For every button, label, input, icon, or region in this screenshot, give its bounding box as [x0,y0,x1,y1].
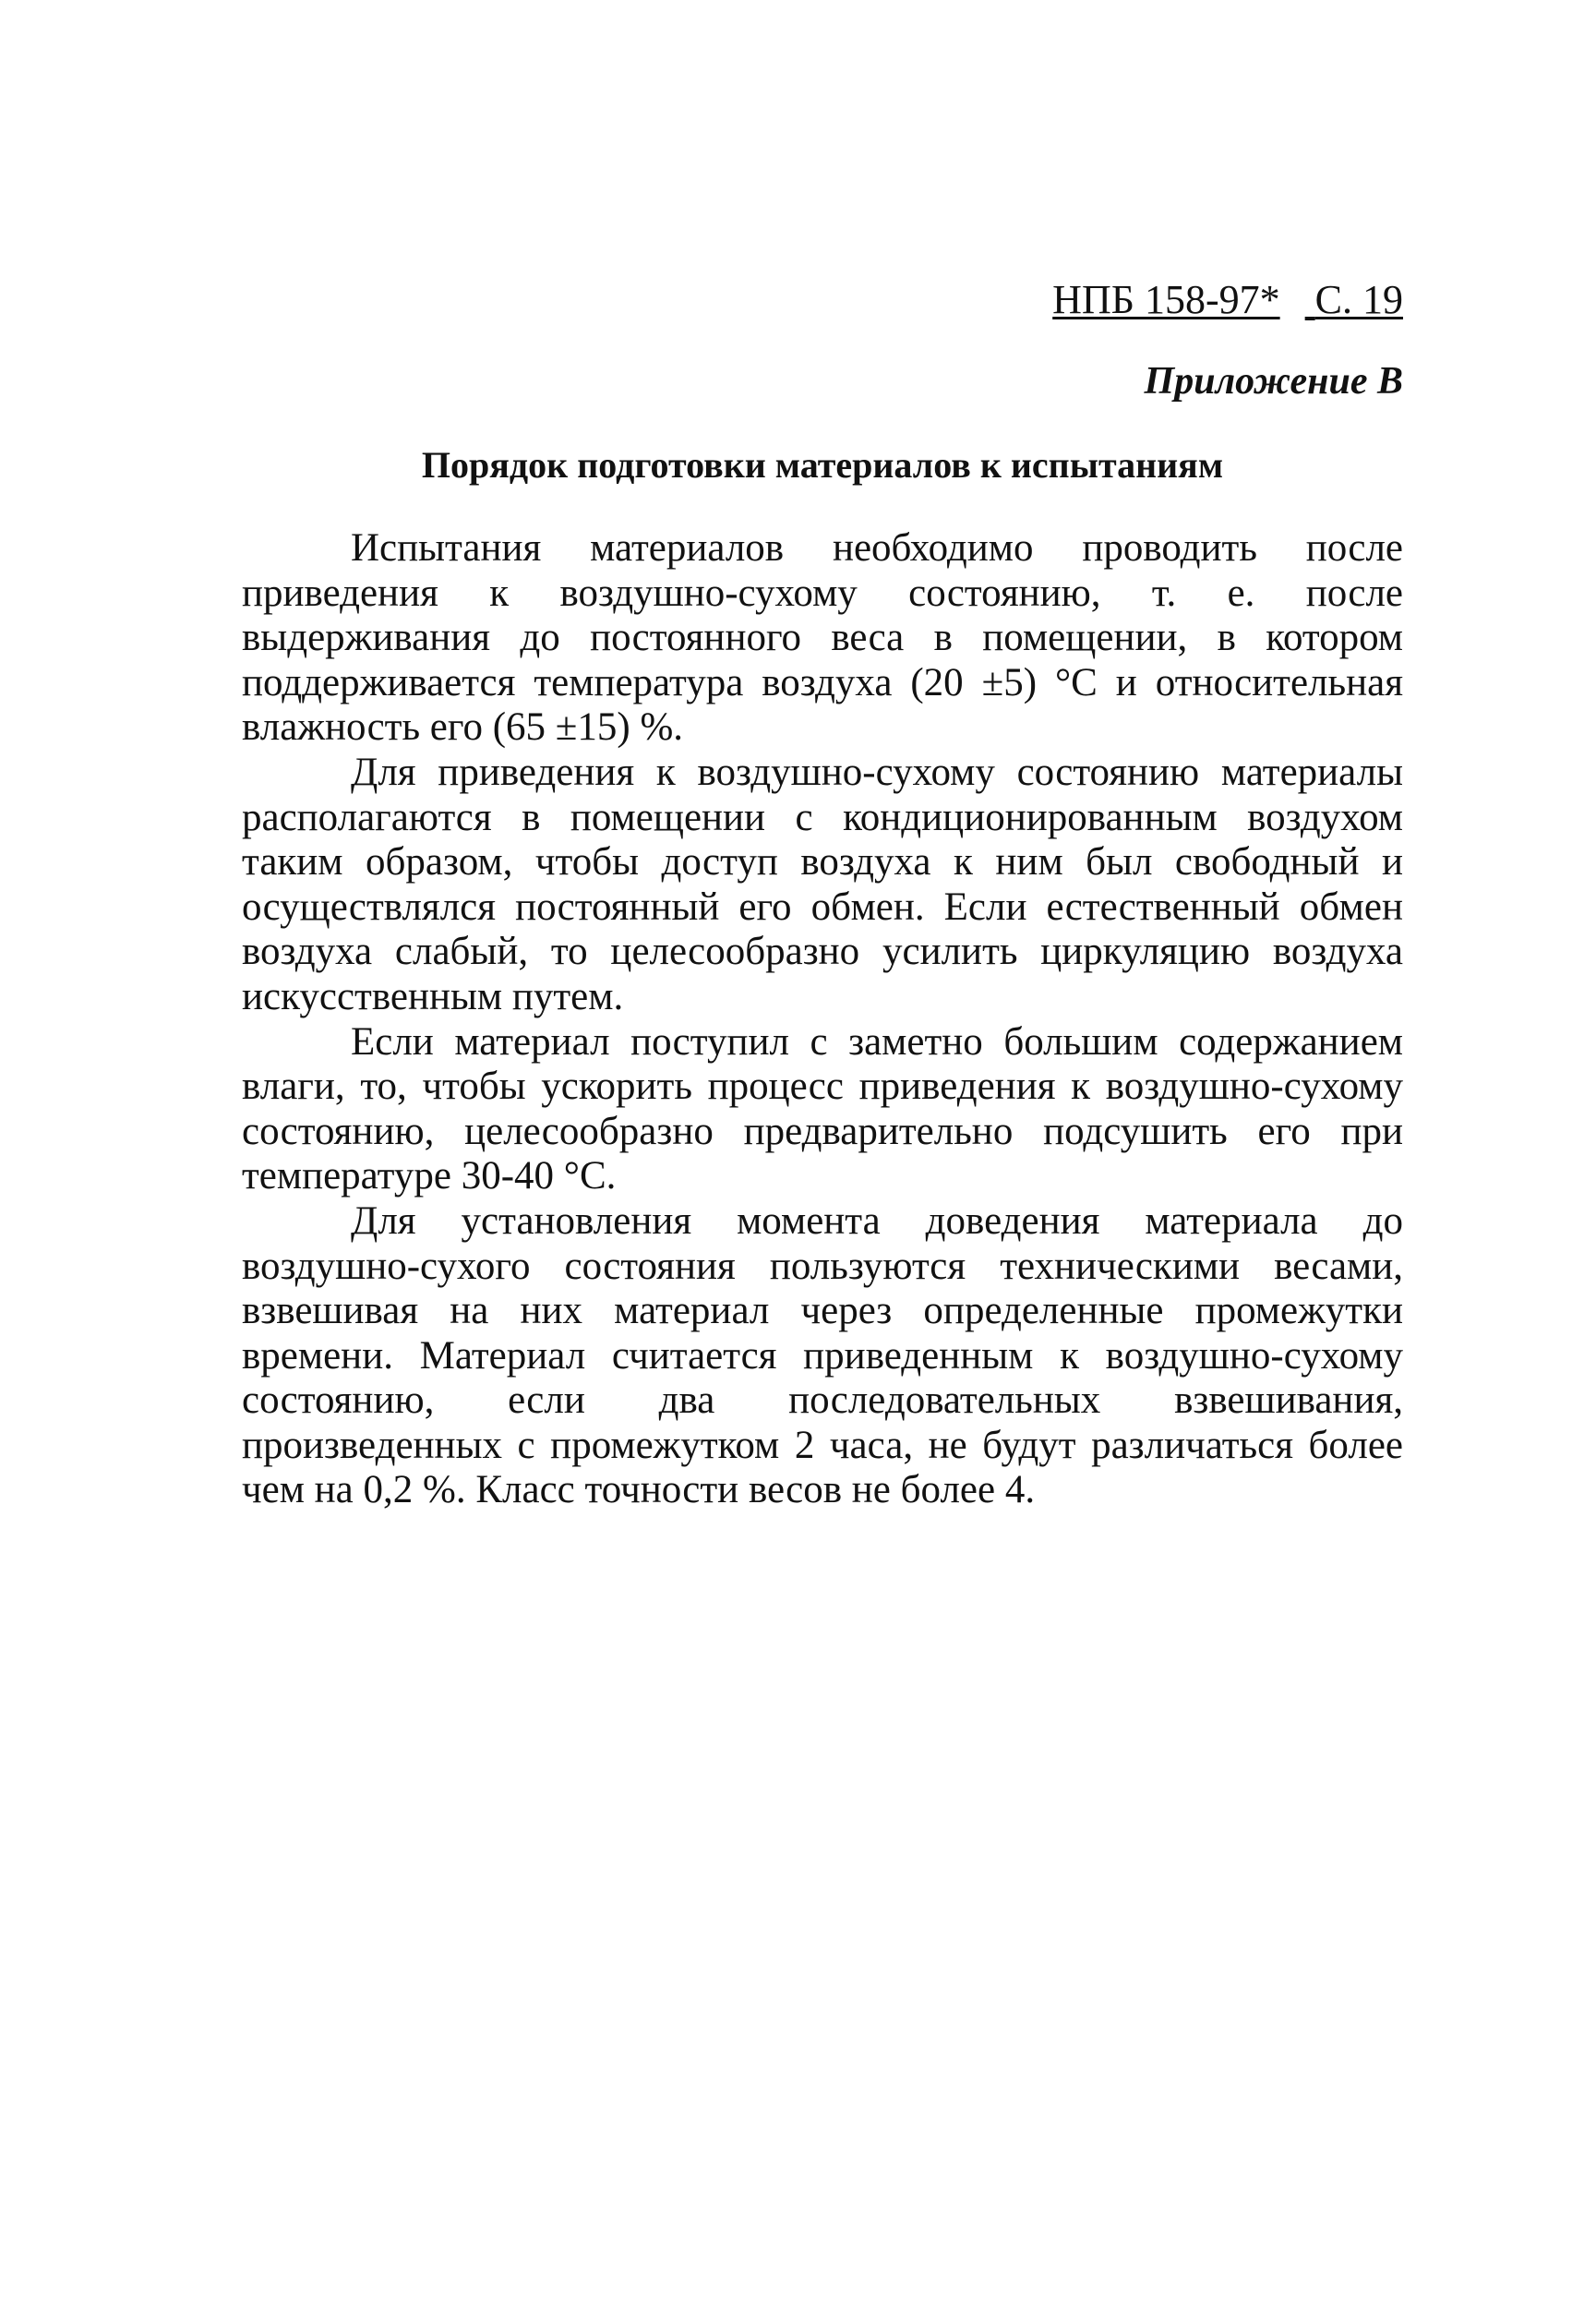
paragraph: Если материал поступил с заметно большим содержанием влаги, то, чтобы ускорить процесс приведения к воздушно-сухому состоянию, целесообразно предварительно подсушить его при температуре 30-40 °С. [242,1019,1403,1198]
body-text [242,526,1403,1513]
page-header [923,277,1403,323]
paragraph: Для установления момента доведения материала до воздушно-сухого состояния пользуются техническими весами, взвешивая на них материал через определенные промежутки времени. Материал считается приведенным к воздушно-сухому состоянию, если два последовательных взвешивания, произведенных с промежутком 2 часа, не будут различаться более чем на 0,2 %. Класс точности весов не более 4. [242,1198,1403,1512]
document-code: НПБ 158-97* [1052,277,1280,322]
appendix-label: Приложение В [1144,360,1403,403]
header-separator [1280,277,1315,323]
section-title: Порядок подготовки материалов к испытаниям [421,444,1224,486]
page-number: С. 19 [1314,277,1403,322]
paragraph: Испытания материалов необходимо проводить после приведения к воздушно-сухому состоянию, т. е. после выдерживания до постоянного веса в помещении, в котором поддерживается температура воздуха (20 ±5) °С и относительная влажность его (65 ±15) %. [242,526,1403,750]
paragraph: Для приведения к воздушно-сухому состоянию материалы располагаются в помещении с кондиционированным воздухом таким образом, чтобы доступ воздуха к ним был свободный и осуществлялся постоянный его обмен. Если естественный обмен воздуха слабый, то целесообразно усилить циркуляцию воздуха искусственным путем. [242,750,1403,1018]
